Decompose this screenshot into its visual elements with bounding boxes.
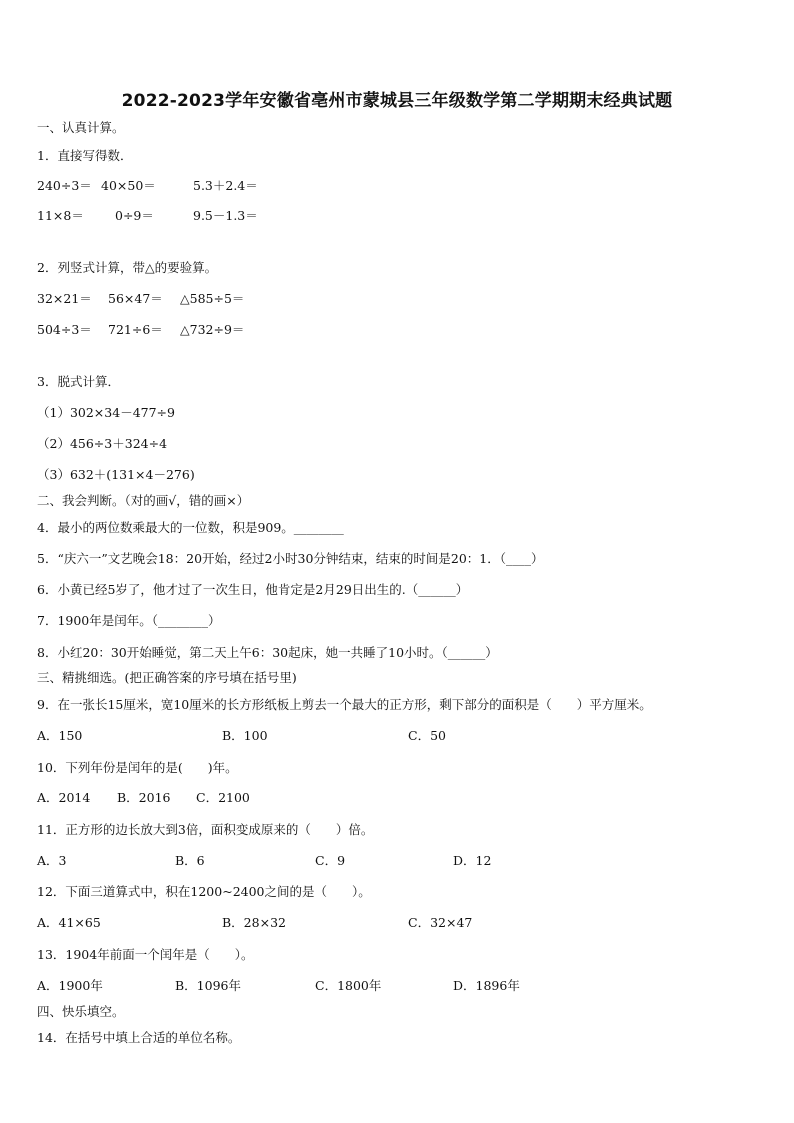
q3-item: （3）632＋(131×4－276) — [37, 467, 195, 482]
q3-item: （1）302×34－477÷9 — [37, 405, 175, 420]
section-4-heading: 四、快乐填空。 — [37, 1004, 125, 1019]
q9-option: B．100 — [222, 728, 268, 743]
q10-text: 10．下列年份是闰年的是( )年。 — [37, 760, 238, 775]
q2-item: 721÷6＝ — [108, 322, 163, 337]
q11-text: 11．正方形的边长放大到3倍，面积变成原来的（ ）倍。 — [37, 822, 374, 837]
q10-option: B．2016 — [117, 790, 171, 805]
q1-item: 240÷3＝ — [37, 178, 92, 193]
judge-item: 8．小红20：30开始睡觉，第二天上午6：30起床，她一共睡了10小时。（______） — [37, 645, 498, 660]
q10-option: A．2014 — [37, 790, 91, 805]
q14-text: 14．在括号中填上合适的单位名称。 — [37, 1030, 241, 1045]
q10-option: C．2100 — [196, 790, 250, 805]
q13-option: C．1800年 — [315, 978, 382, 993]
page-title: 2022-2023学年安徽省亳州市蒙城县三年级数学第二学期期末经典试题 — [121, 91, 673, 111]
q11-option: B．6 — [175, 853, 205, 868]
q13-option: B．1096年 — [175, 978, 241, 993]
section-3-heading: 三、精挑细选。(把正确答案的序号填在括号里) — [37, 670, 297, 685]
judge-item: 5．“庆六一”文艺晚会18：20开始，经过2小时30分钟结束，结束的时间是20：1．（____） — [37, 551, 544, 566]
section-1-heading: 一、认真计算。 — [37, 120, 125, 135]
q11-option: D．12 — [453, 853, 492, 868]
q3-label: 3．脱式计算． — [37, 374, 120, 389]
q13-option: A．1900年 — [37, 978, 103, 993]
q1-label: 1．直接写得数． — [37, 148, 133, 163]
q11-option: C．9 — [315, 853, 346, 868]
q2-item: △585÷5＝ — [180, 291, 245, 306]
q1-item: 11×8＝ — [37, 208, 84, 223]
q13-option: D．1896年 — [453, 978, 520, 993]
q12-option: B．28×32 — [222, 915, 286, 930]
q12-option: C．32×47 — [408, 915, 473, 930]
q12-text: 12．下面三道算式中，积在1200~2400之间的是（ ）。 — [37, 884, 371, 899]
q1-item: 9.5－1.3＝ — [193, 208, 258, 223]
q9-option: A．150 — [37, 728, 83, 743]
q2-item: △732÷9＝ — [180, 322, 245, 337]
judge-item: 6．小黄已经5岁了，他才过了一次生日，他肯定是2月29日出生的.（______） — [37, 582, 469, 597]
q1-item: 5.3＋2.4＝ — [193, 178, 258, 193]
q2-item: 32×21＝ — [37, 291, 92, 306]
q9-text: 9．在一张长15厘米，宽10厘米的长方形纸板上剪去一个最大的正方形，剩下部分的面积是（ ）平方厘米。 — [37, 697, 652, 712]
judge-item: 7．1900年是闰年。（________） — [37, 613, 221, 628]
section-2-heading: 二、我会判断。（对的画√，错的画×） — [37, 493, 250, 508]
q1-item: 40×50＝ — [101, 178, 156, 193]
q12-option: A．41×65 — [37, 915, 101, 930]
q11-option: A．3 — [37, 853, 67, 868]
q9-option: C．50 — [408, 728, 446, 743]
q2-label: 2．列竖式计算，带△的要验算。 — [37, 260, 218, 275]
q2-item: 504÷3＝ — [37, 322, 92, 337]
q3-item: （2）456÷3＋324÷4 — [37, 436, 168, 451]
q13-text: 13．1904年前面一个闰年是（ ）。 — [37, 947, 254, 962]
judge-item: 4．最小的两位数乘最大的一位数，积是909。________ — [37, 520, 344, 535]
q2-item: 56×47＝ — [108, 291, 163, 306]
q1-item: 0÷9＝ — [115, 208, 154, 223]
